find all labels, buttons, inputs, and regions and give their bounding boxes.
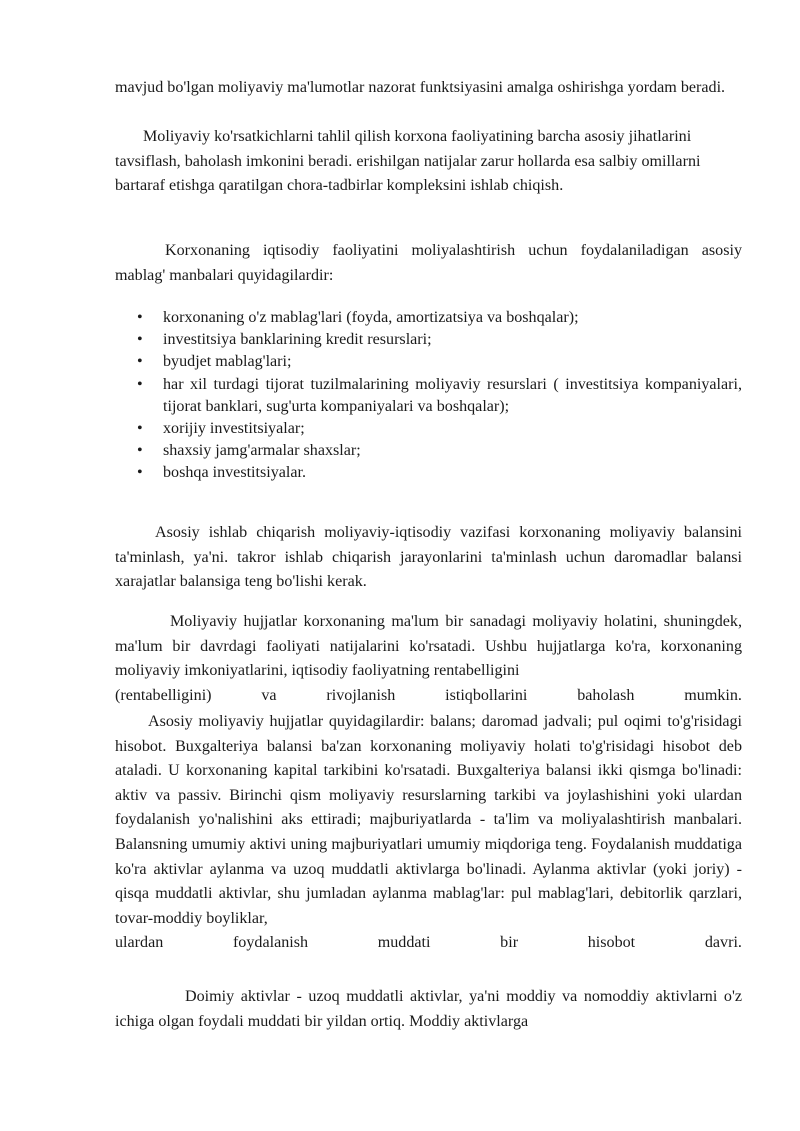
bullet-icon: • [137,420,143,438]
list-item: • har xil turdagi tijorat tuzilmalarining moliyaviy resurslari ( investitsiya kompaniyalari, tijorat banklari, sug'urta kompaniyalari va boshqalar); [137,375,742,415]
paragraph-1: mavjud bo'lgan moliyaviy ma'lumotlar nazorat funktsiyasini amalga oshirishga yordam beradi. [115,79,726,96]
bullet-icon: • [137,331,143,349]
list-item: • korxonaning o'z mablag'lari (foyda, amortizatsiya va boshqalar); [115,307,742,329]
funding-sources-list [115,307,742,485]
list-item: • boshqa investitsiyalar. [115,462,742,484]
bullet-icon: • [137,309,143,326]
list-item: • shaxsiy jamg'armalar shaxslar; [115,440,742,462]
paragraph-3: Korxonaning iqtisodiy faoliyatini moliyalashtirish uchun foydalaniladigan asosiy mablag' manbalari quyidagilardir: [115,242,742,284]
bullet-icon: • [137,464,143,482]
list-item: • xorijiy investitsiyalar; [115,418,742,440]
list-item: • investitsiya banklarining kredit resurslari; [115,329,742,351]
paragraph-6-last-line: ulardan foydalanish muddati bir hisobot davri. [115,934,742,952]
paragraph-4: Asosiy ishlab chiqarish moliyaviy-iqtisodiy vazifasi korxonaning moliyaviy balansini ta'minlash, ya'ni. takror ishlab chiqarish jarayonlarini ta'minlash uchun daromadlar balansi xarajatlar balansiga teng bo'lishi kerak. [115,524,742,591]
bullet-icon: • [137,375,143,393]
paragraph-5-text: Moliyaviy hujjatlar korxonaning ma'lum bir sanadagi moliyaviy holatini, shuningdek, ma'lum bir davrdagi faoliyati natijalarini ko'rsatadi. Ushbu hujjatlarga ko'ra, korxonaning moliyaviy imkoniyatlarini, iqtisodiy faoliyatning rentabelligini [115,613,742,680]
bullet-icon: • [137,353,143,371]
paragraph-7: Doimiy aktivlar - uzoq muddatli aktivlar, ya'ni moddiy va nomoddiy aktivlarni o'z ichiga olgan foydali muddati bir yildan ortiq. Moddiy aktivlarga [115,988,742,1030]
bullet-icon: • [137,442,143,460]
list-item: • byudjet mablag'lari; [115,351,742,373]
paragraph-6 [115,710,742,956]
paragraph-6-text: Asosiy moliyaviy hujjatlar quyidagilardir: balans; daromad jadvali; pul oqimi to'g'risidagi hisobot. Buxgalteriya balansi ba'zan korxonaning moliyaviy holati to'g'risidagi hisobot deb ataladi. U korxonaning kapital tarkibini ko'rsatadi. Buxgalteriya balansi ikki qismga bo'linadi: aktiv va passiv. Birinchi qism moliyaviy resurslarning tarkibi va joylashishini yoki ulardan foydalanish yo'nalishini aks ettiradi; majburiyatlarda - ta'lim va moliyalashtirish manbalari. Balansning umumiy aktivi uning majburiyatlari umumiy miqdoriga teng. Foydalanish muddatiga ko'ra aktivlar aylanma va uzoq muddatli aktivlarga bo'linadi. Aylanma aktivlar (yoki joriy) - qisqa muddatli aktivlar, shu jumladan aylanma mablag'lar: pul mablag'lari, debitorlik qarzlari, tovar-moddiy boyliklar, [115,713,742,927]
paragraph-5 [115,610,742,708]
paragraph-5-last-line: (rentabelligini) va rivojlanish istiqbollarini baholash mumkin. [115,686,742,704]
paragraph-2: Moliyaviy ko'rsatkichlarni tahlil qilish korxona faoliyatining barcha asosiy jihatlarini tavsiflash, baholash imkonini beradi. erishilgan natijalar zarur hollarda esa salbiy omillarni bartaraf etishga qaratilgan chora-tadbirlar kompleksini ishlab chiqish. [115,128,701,195]
